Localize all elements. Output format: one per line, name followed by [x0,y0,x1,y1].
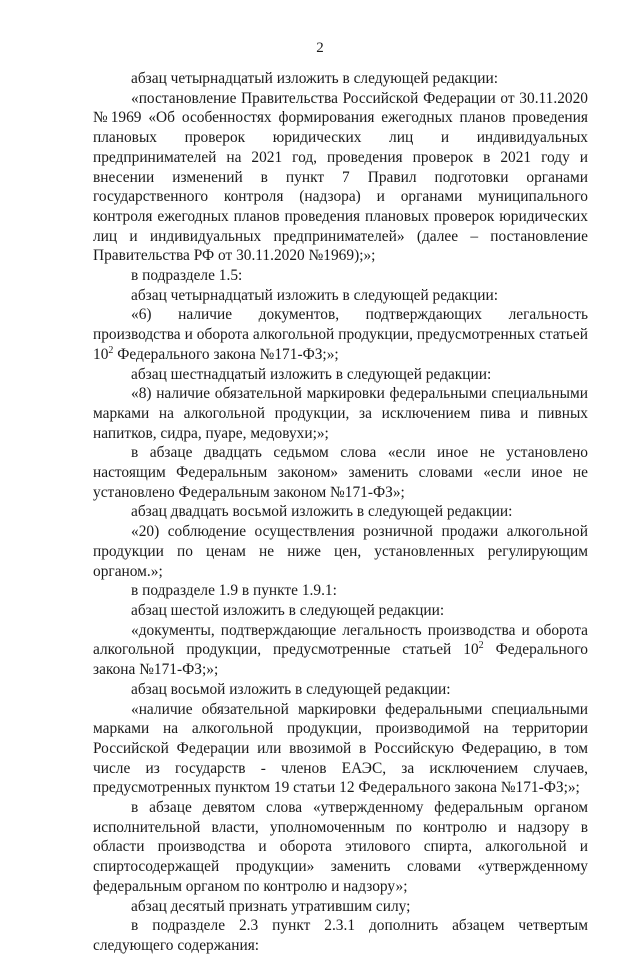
paragraph: в подразделе 1.5: [131,267,243,285]
paragraph: абзац десятый признать утратившим силу; [131,897,411,915]
paragraph: «8) наличие обязательной маркировки федеральными специальными марками на алкогольной продукции, за исключением пива и пивных напитков, сидра, пуаре, медовухи;»; [93,385,588,442]
page-number: 2 [316,40,324,56]
paragraph-text: «6) наличие документов, подтверждающих легальность производства и оборота алкогольной продукции, предусмотренных статьей 10 [93,306,588,363]
paragraph: абзац двадцать восьмой изложить в следующей редакции: [131,503,513,521]
superscript: 2 [108,344,114,356]
paragraph: в подразделе 1.9 в пункте 1.9.1: [131,582,337,600]
paragraph: «наличие обязательной маркировки федеральными специальными марками на алкогольной продукции, производимой на территории Российской Федерации или ввозимой в Российскую Федерацию, в том числе из государств - членов ЕАЭС, за исключением случаев, предусмотренных пунктом 19 статьи 12 Федерального закона №171-ФЗ;»; [93,700,588,797]
document-body [93,69,588,956]
paragraph: в абзаце двадцать седьмом слова «если иное не установлено настоящим Федеральным законом» заменить словами «если иное не установлено Федеральным законом №171-ФЗ»; [93,444,588,501]
paragraph [93,621,588,680]
paragraph: в подразделе 2.3 пункт 2.3.1 дополнить абзацем четвертым следующего содержания: [93,917,588,954]
paragraph: «постановление Правительства Российской Федерации от 30.11.2020 №1969 «Об особенностях формирования ежегодных планов проведения плановых проверок юридических лиц и индивидуальных предпринимателей на 2021 год, проведения проверок в 2021 году и внесении изменений в пункт 7 Правил подготовки органами государственного контроля (надзора) и органами муниципального контроля ежегодных планов проведения плановых проверок юридических лиц и индивидуальных предпринимателей» (далее – постановление Правительства РФ от 30.11.2020 №1969);»; [93,89,588,265]
paragraph: абзац четырнадцатый изложить в следующей редакции: [131,70,498,87]
paragraph-text: «документы, подтверждающие легальность производства и оборота алкогольной продукции, предусмотренные статьей 10 [93,621,588,659]
paragraph: абзац шестой изложить в следующей редакции: [131,601,445,619]
paragraph: абзац шестнадцатый изложить в следующей редакции: [131,365,492,383]
paragraph-text: Федерального закона №171-ФЗ;»; [113,345,339,363]
paragraph-text: Федерального закона №171-ФЗ;»; [93,641,588,679]
paragraph: в абзаце девятом слова «утвержденному федеральным органом исполнительной власти, уполномоченным по контролю и надзору в области производства и оборота этилового спирта, алкогольной и спиртосодержащей продукции» заменить словами «утвержденному федеральным органом по контролю и надзору»; [93,799,588,895]
paragraph: «20) соблюдение осуществления розничной продажи алкогольной продукции по ценам не ниже цен, установленных регулирующим органом.»; [93,523,588,580]
superscript: 2 [478,640,484,652]
paragraph: абзац восьмой изложить в следующей редакции: [131,680,451,698]
paragraph [93,305,588,364]
paragraph: абзац четырнадцатый изложить в следующей редакции: [131,286,498,304]
